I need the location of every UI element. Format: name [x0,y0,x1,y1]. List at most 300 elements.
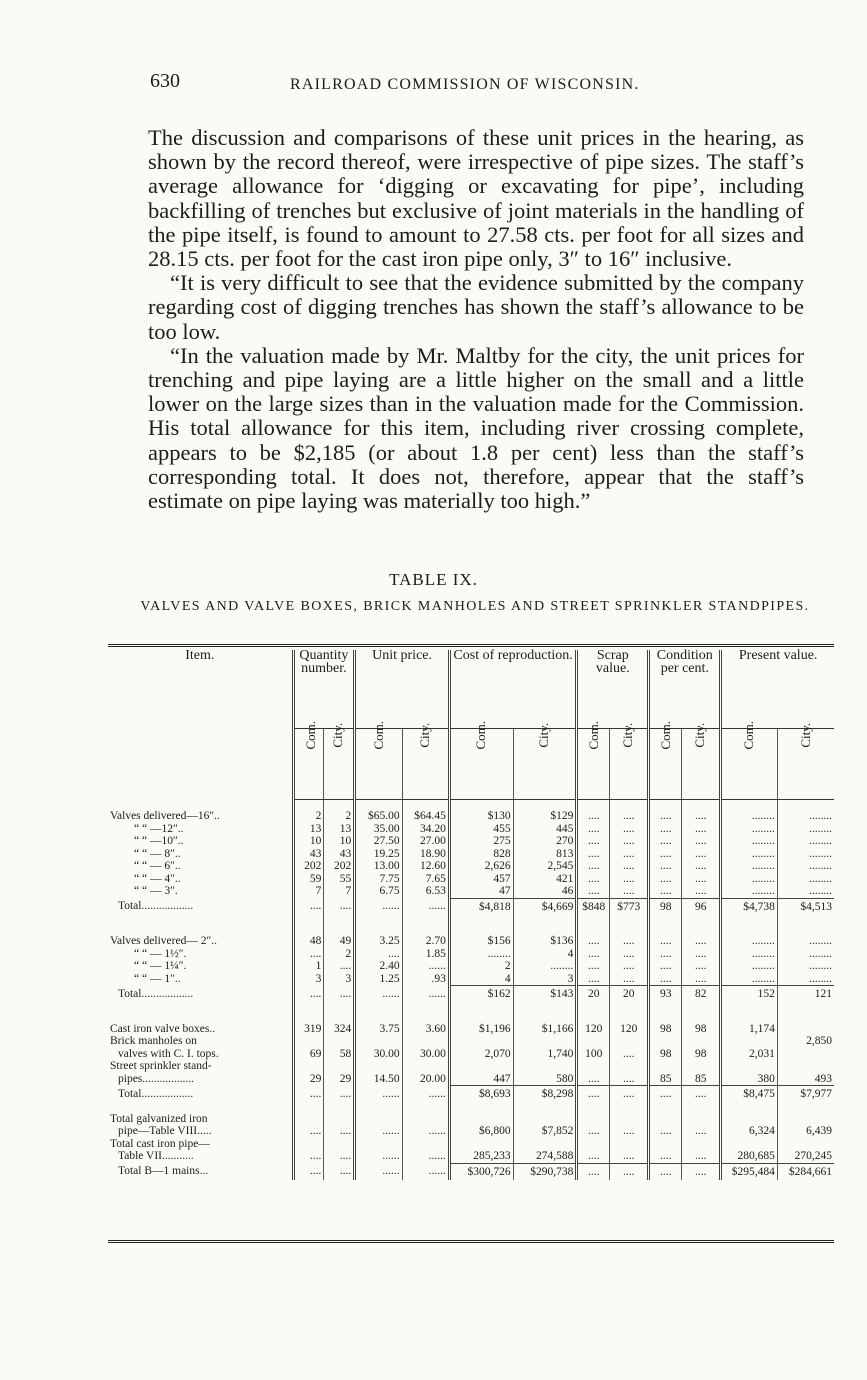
table-row [108,848,834,861]
row-label: Valves delivered—16″.. [110,810,220,822]
table-cell: .... [682,848,721,861]
table-cell: .... [682,810,721,823]
table-cell: ........ [777,835,834,848]
group-header-quantity: Quantity number. [293,650,355,729]
table-cell: ........ [721,810,778,823]
table-cell: .... [682,948,721,961]
table-cell: .... [649,848,682,861]
table-cell: 13 [324,823,355,836]
table-cell [293,1035,324,1048]
table-cell: 20 [610,986,649,1003]
table-cell [721,1113,778,1126]
row-label: pipes.................. [118,1072,195,1085]
table-cell: 3.25 [355,935,402,948]
table-cell [324,1113,355,1126]
table-cell [293,1138,324,1151]
table-cell: $7,977 [777,1086,834,1103]
table-cell [610,1113,649,1126]
table-cell: 6,439 [777,1125,834,1138]
table-cell: 121 [777,986,834,1003]
table-cell: .... [610,960,649,973]
table-cell: ........ [513,960,577,973]
table-cell: 421 [513,873,577,886]
table-cell: ...... [402,1150,449,1163]
table-cell: 2,626 [449,860,513,873]
row-label: “ “ — 8″.. [134,847,181,860]
table-cell: 6.75 [355,885,402,898]
table-cell: $1,196 [449,1023,513,1036]
row-label: “ “ — 1″.. [134,972,181,985]
table-cell: $4,738 [721,898,778,915]
row-label: Total galvanized iron [110,1112,208,1125]
table-cell: 380 [721,1073,778,1086]
table-cell: .... [649,973,682,986]
table-cell: 828 [449,848,513,861]
table-cell: .93 [402,973,449,986]
row-label: “ “ — 6″.. [134,860,181,872]
table-cell: .... [577,1150,610,1163]
table-cell [513,1138,577,1151]
table-cell: ........ [777,948,834,961]
row-label: Brick manholes on [110,1035,197,1047]
table-cell: 1 [293,960,324,973]
table-cell: 2 [324,810,355,823]
table-cell: 120 [610,1023,649,1036]
table-cell: 58 [324,1048,355,1061]
table-row [108,973,834,986]
table-cell [777,1060,834,1073]
row-label: pipe—Table VIII..... [118,1125,212,1137]
table-cell [649,1138,682,1151]
table-cell: 47 [449,885,513,898]
table-cell: ........ [721,860,778,873]
table-row [108,823,834,836]
row-label: Valves delivered— 2″.. [110,935,217,947]
table-cell: 82 [682,986,721,1003]
table-cell: $284,661 [777,1163,834,1180]
table-cell [777,1023,834,1036]
table-row [108,835,834,848]
table-cell: 10 [324,835,355,848]
page-number: 630 [150,70,180,92]
table-cell [402,1138,449,1151]
running-head: RAILROAD COMMISSION OF WISCONSIN. [290,76,640,93]
table-row [108,1035,834,1048]
table-cell: .... [324,1163,355,1180]
table-cell [449,1060,513,1073]
table-cell: 20 [577,986,610,1003]
table-cell: ...... [402,1125,449,1138]
table-cell: .... [577,1073,610,1086]
table-cell [324,1035,355,1048]
table-cell: .... [577,1163,610,1180]
table-cell [324,1060,355,1073]
table-cell: 2,545 [513,860,577,873]
table-cell: .... [293,1150,324,1163]
table-cell: ........ [721,848,778,861]
table-cell: 1,174 [721,1023,778,1036]
sub-header-com: Com. [586,720,602,750]
table-cell [577,1138,610,1151]
table-cell: 152 [721,986,778,1003]
table-cell: 6,324 [721,1125,778,1138]
total-row [108,1163,834,1180]
table-cell [721,1060,778,1073]
table-cell: 580 [513,1073,577,1086]
table-cell: .... [324,986,355,1003]
table-row [108,1023,834,1036]
table-cell [449,1138,513,1151]
table-cell: ........ [721,948,778,961]
table-cell: ........ [449,948,513,961]
table-cell: .... [610,860,649,873]
table-cell: $848 [577,898,610,915]
table-cell: .... [682,935,721,948]
table-cell: 7 [293,885,324,898]
group-header-condition: Condition per cent. [649,650,721,729]
table-cell: ........ [777,960,834,973]
table-cell: $295,484 [721,1163,778,1180]
table-cell: .... [610,1163,649,1180]
table-cell: 100 [577,1048,610,1061]
table-cell: .... [577,960,610,973]
table-cell: .... [610,973,649,986]
table-cell: .... [649,960,682,973]
table-title: TABLE IX. [389,570,478,589]
table-cell: ...... [402,960,449,973]
table-cell: 455 [449,823,513,836]
table-cell: 10 [293,835,324,848]
table-cell: .... [577,935,610,948]
table-cell: ...... [402,1163,449,1180]
table-cell: 7 [324,885,355,898]
table-cell: .... [324,898,355,915]
table-cell: .... [577,1125,610,1138]
table-cell: 2.70 [402,935,449,948]
table-cell [649,1060,682,1073]
table-cell: 20.00 [402,1073,449,1086]
table-cell: ...... [355,1163,402,1180]
sub-header-com: Com. [302,720,318,750]
table-cell: ........ [721,885,778,898]
row-label: Total.................. [118,1087,194,1100]
table-cell: .... [649,1150,682,1163]
table-cell: 43 [324,848,355,861]
table-row [108,948,834,961]
table-cell: .... [682,1150,721,1163]
table-cell: .... [577,973,610,986]
table-cell: .... [649,823,682,836]
table-cell: ...... [402,898,449,915]
table-cell: 2,850 [777,1035,834,1048]
table-cell: 59 [293,873,324,886]
table-cell: 98 [649,1023,682,1036]
table-row [108,860,834,873]
table-cell: 445 [513,823,577,836]
table-cell: .... [610,1073,649,1086]
table-cell: 98 [682,1023,721,1036]
table-cell: .... [649,1086,682,1103]
table-cell: .... [293,986,324,1003]
table-cell: .... [577,835,610,848]
table-cell: .... [610,873,649,886]
table-cell [355,1138,402,1151]
table-cell: 14.50 [355,1073,402,1086]
table-body [108,800,834,1181]
table-cell: 3 [513,973,577,986]
table-cell: .... [682,1163,721,1180]
table-cell [682,1138,721,1151]
table-cell: 96 [682,898,721,915]
table-cell: $300,726 [449,1163,513,1180]
table-cell: 324 [324,1023,355,1036]
table-cell: ........ [721,823,778,836]
table-cell: 93 [649,986,682,1003]
table-cell: .... [324,1150,355,1163]
group-header-cost-of-reproduction: Cost of reproduction. [449,650,577,729]
row-label: “ “ — 1½″. [134,947,187,960]
table-cell: 6.53 [402,885,449,898]
table-cell: 13.00 [355,860,402,873]
table-cell: 98 [682,1048,721,1061]
table-cell [449,1113,513,1126]
table-cell [449,1035,513,1048]
body-text [148,126,804,513]
table-cell: $129 [513,810,577,823]
table-cell: 98 [649,1048,682,1061]
table-row [108,885,834,898]
table-cell: 2,031 [721,1048,778,1061]
table-cell: 7.65 [402,873,449,886]
table-cell: ...... [355,1150,402,1163]
row-label: “ “ — 1¼″. [134,960,187,972]
table-cell: ........ [721,935,778,948]
data-table [108,650,834,1180]
table-cell [355,1060,402,1073]
table-cell: .... [682,973,721,986]
table-cell: 19.25 [355,848,402,861]
table-cell: $4,669 [513,898,577,915]
table-cell: 46 [513,885,577,898]
table-cell: ........ [721,973,778,986]
table-cell: .... [324,960,355,973]
table-cell: .... [649,873,682,886]
table-cell: 3 [293,973,324,986]
table-cell: .... [610,948,649,961]
table-cell: $8,475 [721,1086,778,1103]
table-cell: $130 [449,810,513,823]
row-label: Total B—1 mains... [118,1165,209,1177]
table-cell: .... [682,1086,721,1103]
table-cell [355,1113,402,1126]
table-row [108,960,834,973]
table-cell: .... [577,885,610,898]
table-row [108,873,834,886]
table-cell: ........ [777,810,834,823]
table-cell: ...... [402,1086,449,1103]
table-cell: .... [649,810,682,823]
table-cell: 2 [449,960,513,973]
table-cell: .... [293,948,324,961]
table-cell: 493 [777,1073,834,1086]
group-header-present-value: Present value. [721,650,834,729]
table-caption: VALVES AND VALVE BOXES, BRICK MANHOLES AND STREET SPRINKLER STANDPIPES. [140,599,810,614]
table-cell: .... [682,1125,721,1138]
table-cell: .... [324,1125,355,1138]
row-label: Table VII........... [118,1150,194,1162]
row-label: “ “ — 4″.. [134,872,181,885]
table-cell: 30.00 [355,1048,402,1061]
table-cell [721,1035,778,1048]
table-cell: .... [649,1163,682,1180]
table-cell: .... [649,860,682,873]
table-cell: .... [293,1163,324,1180]
table-cell: .... [649,948,682,961]
sub-header-city: City. [416,722,432,748]
table-cell: 3 [324,973,355,986]
table-cell [577,1035,610,1048]
sub-header-com: Com. [741,720,757,750]
table-cell: .... [355,948,402,961]
table-cell [682,1060,721,1073]
table-cell: .... [577,823,610,836]
table-cell: 7.75 [355,873,402,886]
table-cell [777,1048,834,1061]
table-cell [402,1060,449,1073]
table-cell: 12.60 [402,860,449,873]
sub-header-city: City. [536,722,552,748]
table-cell: ...... [402,986,449,1003]
table-cell [682,1113,721,1126]
group-header-unit-price: Unit price. [355,650,450,729]
table-cell: $156 [449,935,513,948]
sub-header-city: City. [692,722,708,748]
row-label: Total cast iron pipe— [110,1137,210,1150]
table-cell: $4,818 [449,898,513,915]
row-label: “ “ — 3″. [134,885,178,897]
table-row [108,1073,834,1086]
table-cell: .... [577,873,610,886]
table-cell: $290,738 [513,1163,577,1180]
table-cell: 29 [293,1073,324,1086]
table-cell: ........ [721,835,778,848]
table-cell: .... [610,935,649,948]
table-cell: $143 [513,986,577,1003]
row-label: Total.................. [118,900,194,912]
table-cell: .... [577,810,610,823]
table-cell [513,1060,577,1073]
table-cell: .... [610,1086,649,1103]
row-label: Cast iron valve boxes.. [110,1022,216,1035]
table-row [108,1048,834,1061]
table-row [108,1060,834,1073]
table-cell [324,1138,355,1151]
table-cell: ...... [355,986,402,1003]
table-cell: 3.75 [355,1023,402,1036]
table-cell: $7,852 [513,1125,577,1138]
table-cell: ...... [355,1086,402,1103]
table-cell: $64.45 [402,810,449,823]
table-cell: 85 [649,1073,682,1086]
row-label: Total.................. [118,987,194,1000]
table-cell: .... [293,1125,324,1138]
total-row [108,986,834,1003]
table-cell: 202 [324,860,355,873]
table-cell: .... [610,823,649,836]
table-cell: 4 [449,973,513,986]
table-cell: .... [682,835,721,848]
table-cell: 275 [449,835,513,848]
table-cell: .... [610,885,649,898]
table-cell: 4 [513,948,577,961]
table-cell [293,1060,324,1073]
table-cell [721,1138,778,1151]
table-cell [513,1113,577,1126]
sub-header-city: City. [330,722,346,748]
sub-header-com: Com. [658,720,674,750]
table-cell: 270,245 [777,1150,834,1163]
group-header-scrap-value: Scrap value. [577,650,649,729]
table-cell: $162 [449,986,513,1003]
table-cell: 30.00 [402,1048,449,1061]
row-label: Street sprinkler stand- [110,1060,212,1072]
table-cell: 35.00 [355,823,402,836]
table-cell [610,1035,649,1048]
paragraph: “In the valuation made by Mr. Maltby for the city, the unit prices for trenching and pipe laying are a little higher on the small and a little lower on the large sizes than in the valuation made for the Commission. His total allowance for this item, including river crossing complete, appears to be $2,185 (or about 1.8 per cent) less than the staff’s corresponding total. It does not, therefore, appear that the staff’s estimate on pipe laying was materially too high.” [148,342,804,514]
table-row [108,1125,834,1138]
sub-header-city: City. [620,722,636,748]
table-cell: 457 [449,873,513,886]
table-bottom-rule [108,1240,834,1243]
table-cell: 48 [293,935,324,948]
table-cell: .... [577,948,610,961]
table-cell: 2 [293,810,324,823]
table-cell: .... [649,1125,682,1138]
table-cell: .... [610,810,649,823]
table-cell: ........ [777,873,834,886]
table-cell: 55 [324,873,355,886]
table-cell: $773 [610,898,649,915]
table-cell: 49 [324,935,355,948]
table-cell: .... [610,1125,649,1138]
table-cell: 18.90 [402,848,449,861]
table-cell: ........ [777,823,834,836]
table-cell: .... [577,1086,610,1103]
table-cell: 319 [293,1023,324,1036]
table-row [108,810,834,823]
table-cell [513,1035,577,1048]
table-cell: 120 [577,1023,610,1036]
table-cell: 2.40 [355,960,402,973]
table-cell [355,1035,402,1048]
table-cell: $136 [513,935,577,948]
table-cell: .... [610,1048,649,1061]
table-cell: 43 [293,848,324,861]
table-cell: 2,070 [449,1048,513,1061]
sub-header-city: City. [797,722,813,748]
paragraph: The discussion and comparisons of these unit prices in the hearing, as shown by the record thereof, were irrespective of pipe sizes. The staff’s average allowance for ‘digging or excavating for pipe’, including backfilling of trenches but exclusive of joint materials in the handling of the pipe itself, is found to amount to 27.58 cts. per foot for all sizes and 28.15 cts. per foot for the cast iron pipe only, 3″ to 16″ inclusive. [148,125,804,272]
table-row [108,1138,834,1151]
table-cell: .... [682,823,721,836]
table-cell: .... [610,835,649,848]
table-row [108,1150,834,1163]
table-cell: 2 [324,948,355,961]
table-cell [610,1138,649,1151]
table-cell: .... [577,848,610,861]
table-cell: ........ [721,960,778,973]
table-cell: 3.60 [402,1023,449,1036]
table-cell: ...... [355,1125,402,1138]
